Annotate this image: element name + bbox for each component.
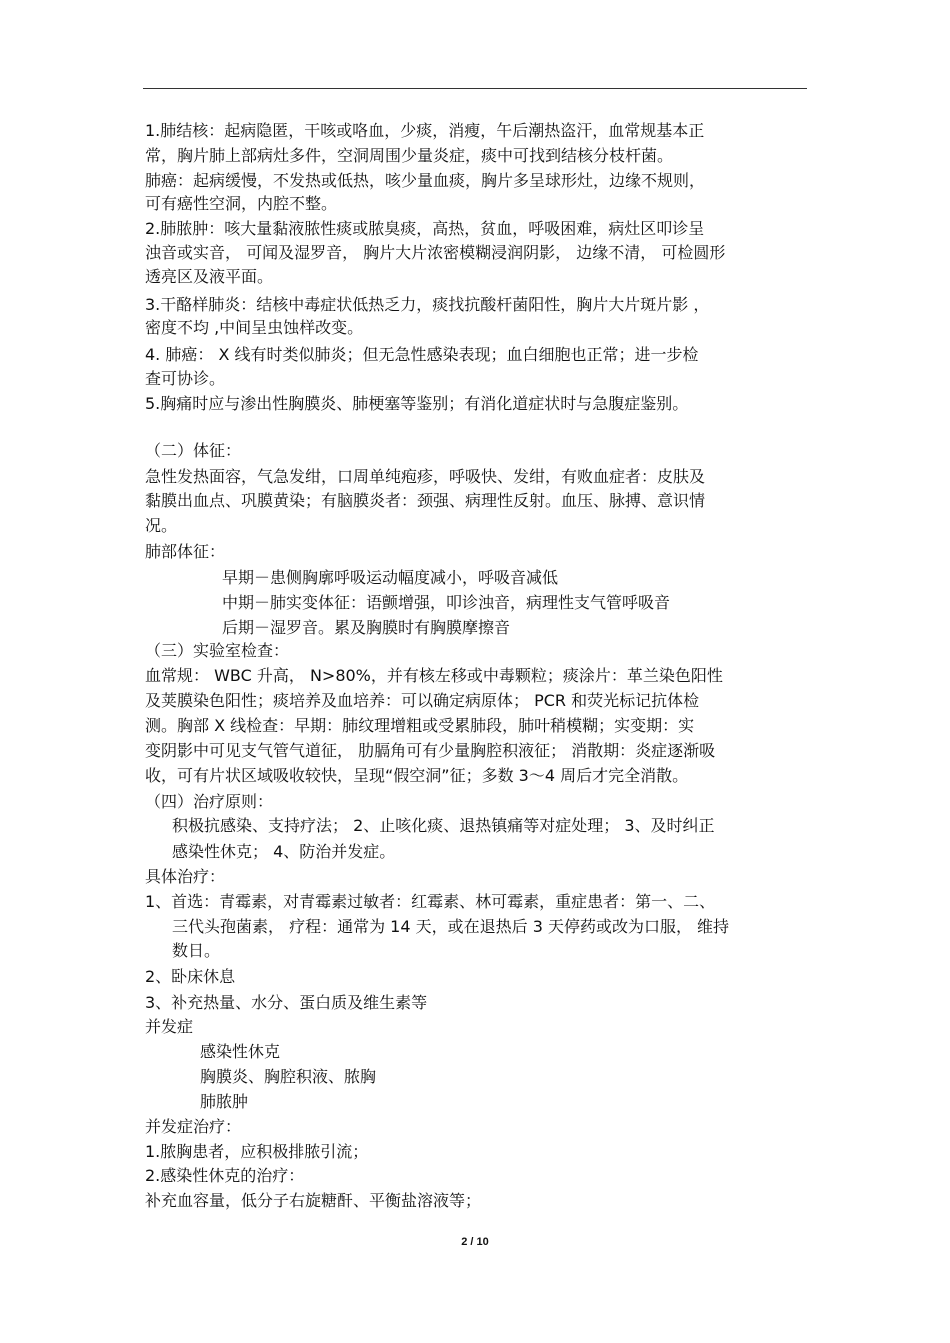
text-line: 收，可有片状区域吸收较快，呈现“假空洞”征；多数 3～4 周后才完全消散。 xyxy=(145,766,689,785)
text-line: 中期－肺实变体征：语颤增强，叩诊浊音，病理性支气管呼吸音 xyxy=(222,593,671,612)
header-rule xyxy=(143,88,807,89)
text-line: 后期－湿罗音。累及胸膜时有胸膜摩擦音 xyxy=(222,618,511,637)
text-line: 密度不均 ,中间呈虫蚀样改变。 xyxy=(145,318,364,337)
text-line: 肺癌：起病缓慢，不发热或低热，咳少量血痰，胸片多呈球形灶，边缘不规则， xyxy=(145,171,706,190)
text-line: 及荚膜染色阳性；痰培养及血培养：可以确定病原体； PCR 和荧光标记抗体检 xyxy=(145,691,700,710)
text-line: 2.感染性休克的治疗： xyxy=(145,1166,305,1185)
section-heading: （四）治疗原则： xyxy=(145,792,274,811)
text-line: 肺部体征： xyxy=(145,542,226,561)
text-line: 查可协诊。 xyxy=(145,369,226,388)
text-line: 3、补充热量、水分、蛋白质及维生素等 xyxy=(145,993,428,1012)
text-line: 2、卧床休息 xyxy=(145,967,236,986)
text-line: 急性发热面容，气急发绀，口周单纯疱疹，呼吸快、发绀，有败血症者：皮肤及 xyxy=(145,467,706,486)
text-line: 变阴影中可见支气管气道征， 肋膈角可有少量胸腔积液征； 消散期：炎症逐渐吸 xyxy=(145,741,716,760)
text-line: 况。 xyxy=(145,516,178,535)
text-line: 常，胸片肺上部病灶多件，空洞周围少量炎症，痰中可找到结核分枝杆菌。 xyxy=(145,146,674,165)
text-line: 感染性休克 xyxy=(200,1042,281,1061)
section-heading: （三）实验室检查： xyxy=(145,641,290,660)
text-line: 黏膜出血点、巩膜黄染；有脑膜炎者：颈强、病理性反射。血压、脉搏、意识情 xyxy=(145,491,706,510)
text-line: 浊音或实音， 可闻及湿罗音， 胸片大片浓密模糊浸润阴影， 边缘不清， 可检圆形 xyxy=(145,243,726,262)
text-line: 2.肺脓肿：咳大量黏液脓性痰或脓臭痰，高热，贫血，呼吸困难，病灶区叩诊呈 xyxy=(145,219,705,238)
text-line: 1.脓胸患者，应积极排脓引流； xyxy=(145,1142,369,1161)
text-line: 胸膜炎、胸腔积液、脓胸 xyxy=(200,1067,377,1086)
text-line: 具体治疗： xyxy=(145,867,226,886)
text-line: 并发症 xyxy=(145,1017,194,1036)
text-line: 补充血容量，低分子右旋糖酐、平衡盐溶液等； xyxy=(145,1191,482,1210)
text-line: 三代头孢菌素， 疗程：通常为 14 天，或在退热后 3 天停药或改为口服， 维持 xyxy=(172,917,730,936)
text-line: 血常规： WBC 升高， N>80%，并有核左移或中毒颗粒；痰涂片：革兰染色阳性 xyxy=(145,666,723,685)
text-line: 早期－患侧胸廓呼吸运动幅度减小，呼吸音减低 xyxy=(222,568,559,587)
text-line: 5.胸痛时应与渗出性胸膜炎、肺梗塞等鉴别；有消化道症状时与急腹症鉴别。 xyxy=(145,394,689,413)
text-line: 透亮区及液平面。 xyxy=(145,267,274,286)
text-line: 数日。 xyxy=(172,941,221,960)
section-heading: （二）体征： xyxy=(145,441,242,460)
text-line: 并发症治疗： xyxy=(145,1117,242,1136)
text-line: 4. 肺癌： X 线有时类似肺炎；但无急性感染表现；血白细胞也正常；进一步检 xyxy=(145,345,699,364)
text-line: 可有癌性空洞，内腔不整。 xyxy=(145,194,338,213)
page-number: 2 / 10 xyxy=(461,1236,489,1248)
text-line: 感染性休克； 4、防治并发症。 xyxy=(172,842,396,861)
text-line: 测。胸部 X 线检查：早期：肺纹理增粗或受累肺段，肺叶稍模糊；实变期：实 xyxy=(145,716,695,735)
text-line: 肺脓肿 xyxy=(200,1092,249,1111)
text-line: 3.干酪样肺炎：结核中毒症状低热乏力，痰找抗酸杆菌阳性，胸片大片斑片影 ， xyxy=(145,295,710,314)
text-line: 积极抗感染、支持疗法； 2、止咳化痰、退热镇痛等对症处理； 3、及时纠正 xyxy=(172,816,715,835)
text-line: 1、首选：青霉素，对青霉素过敏者：红霉素、林可霉素，重症患者：第一、二、 xyxy=(145,892,716,911)
text-line: 1.肺结核：起病隐匿，干咳或咯血，少痰，消瘦，午后潮热盗汗，血常规基本正 xyxy=(145,121,705,140)
